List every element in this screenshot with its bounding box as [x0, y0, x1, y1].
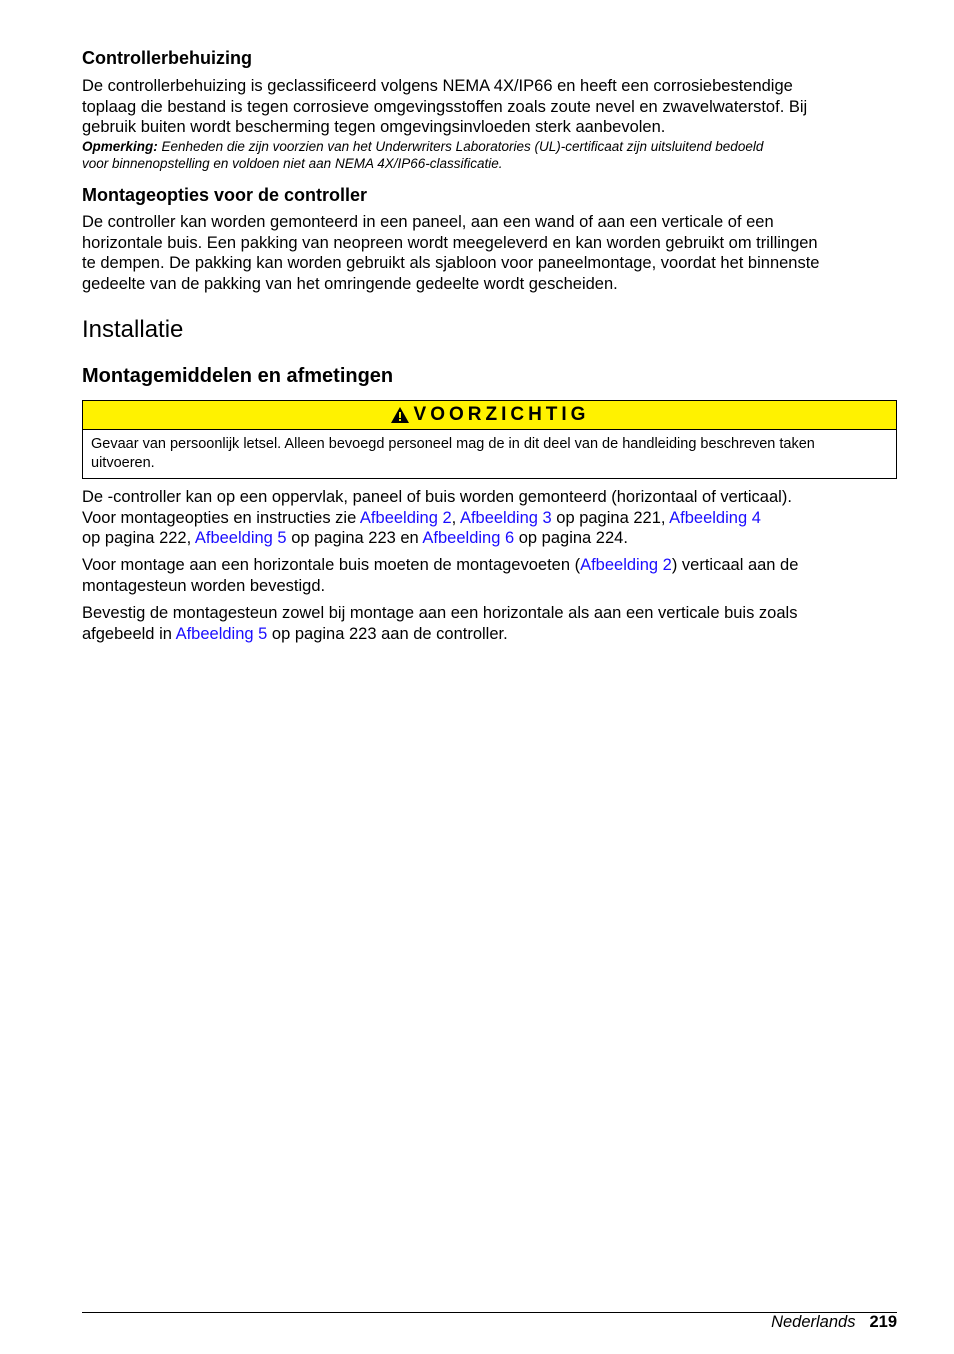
para2-line-1: [82, 555, 897, 576]
enclosure-note: [82, 138, 897, 173]
para3-line-1: Bevestig de montagesteun zowel bij montage aan een horizontale als aan een verticale buis zoals: [82, 604, 798, 622]
para1-text: op pagina 221,: [551, 508, 670, 527]
note-text-1: Eenheden die zijn voorzien van het Underwriters Laboratories (UL)-certificaat zijn uitsluitend bedoeld: [157, 138, 764, 154]
para1-text: op pagina 223 en: [286, 529, 423, 547]
para2-text: ) verticaal aan de: [671, 556, 799, 574]
para2-line-2: montagesteun worden bevestigd.: [82, 576, 326, 595]
mounting-line-2: horizontale buis. Een pakking van neopreen wordt meegeleverd en kan worden gebruikt om trillingen: [82, 233, 818, 252]
caution-text: [83, 430, 896, 478]
installation-para-1: [82, 487, 897, 549]
warning-triangle-icon: [390, 406, 410, 424]
installation-para-3: [82, 603, 897, 644]
para1-text: ,: [451, 508, 460, 527]
caution-box: [82, 400, 897, 479]
enclosure-body: [82, 76, 897, 173]
mounting-options-body: [82, 212, 897, 294]
caution-header: [83, 401, 896, 430]
mounting-line-4: gedeelte van de pakking van het omringende gedeelte wordt gescheiden.: [82, 274, 618, 293]
link-afbeelding-2[interactable]: Afbeelding 2: [359, 508, 452, 527]
para1-line-1: De -controller kan op een oppervlak, paneel of buis worden gemonteerd (horizontaal of verticaal).: [82, 488, 792, 506]
installation-title: Installatie: [82, 316, 184, 343]
mounting-options-section: [82, 184, 367, 206]
caution-label: VOORZICHTIG: [413, 404, 590, 425]
enclosure-line-1: De controllerbehuizing is geclassificeerd volgens NEMA 4X/IP66 en heeft een corrosiebestendige: [82, 77, 793, 95]
installation-subtitle-wrap: [82, 364, 393, 388]
para1-text: Voor montageopties en instructies zie: [82, 508, 360, 527]
note-text-2: voor binnenopstelling en voldoen niet aan NEMA 4X/IP66-classificatie.: [82, 156, 503, 171]
para1-text: op pagina 222,: [82, 529, 195, 547]
note-label: Opmerking:: [82, 138, 158, 154]
installation-title-wrap: [82, 316, 183, 344]
link-afbeelding-5[interactable]: Afbeelding 5: [194, 529, 287, 547]
mounting-line-3: te dempen. De pakking kan worden gebruikt als sjabloon voor paneelmontage, voordat het binnenste: [82, 254, 820, 272]
link-afbeelding-2[interactable]: Afbeelding 2: [580, 556, 672, 574]
footer-page-number: 219: [869, 1313, 897, 1331]
para1-text: op pagina 224.: [514, 529, 628, 547]
mounting-options-heading: Montageopties voor de controller: [82, 185, 368, 205]
enclosure-line-3: gebruik buiten wordt bescherming tegen omgevingsinvloeden sterk aanbevolen.: [82, 118, 666, 136]
enclosure-heading: Controllerbehuizing: [82, 48, 252, 68]
para3-line-2: [82, 624, 897, 645]
para1-line-2: [82, 508, 897, 529]
enclosure-line-2: toplaag die bestand is tegen corrosieve omgevingsstoffen zoals zoute nevel en zwavelwaterstof. Bij: [82, 97, 808, 116]
caution-text-1: Gevaar van persoonlijk letsel. Alleen bevoegd personeel mag de in dit deel van de handleiding beschreven taken: [91, 436, 815, 452]
para2-text: Voor montage aan een horizontale buis moeten de montagevoeten (: [82, 556, 581, 574]
footer-language: Nederlands: [771, 1313, 856, 1331]
para3-text: afgebeeld in: [82, 624, 176, 643]
link-afbeelding-6[interactable]: Afbeelding 6: [422, 529, 515, 547]
link-afbeelding-3[interactable]: Afbeelding 3: [459, 508, 552, 527]
link-afbeelding-4[interactable]: Afbeelding 4: [669, 508, 761, 527]
enclosure-section: [82, 47, 252, 69]
para3-text: op pagina 223 aan de controller.: [267, 624, 508, 643]
caution-text-2: uitvoeren.: [91, 454, 155, 471]
installation-subtitle: Montagemiddelen en afmetingen: [82, 365, 394, 387]
link-afbeelding-5[interactable]: Afbeelding 5: [175, 624, 268, 643]
para1-line-3: [82, 528, 897, 549]
mounting-line-1: De controller kan worden gemonteerd in een paneel, aan een wand of aan een verticale of een: [82, 213, 774, 231]
page-footer: [771, 1312, 897, 1332]
installation-para-2: [82, 555, 897, 596]
